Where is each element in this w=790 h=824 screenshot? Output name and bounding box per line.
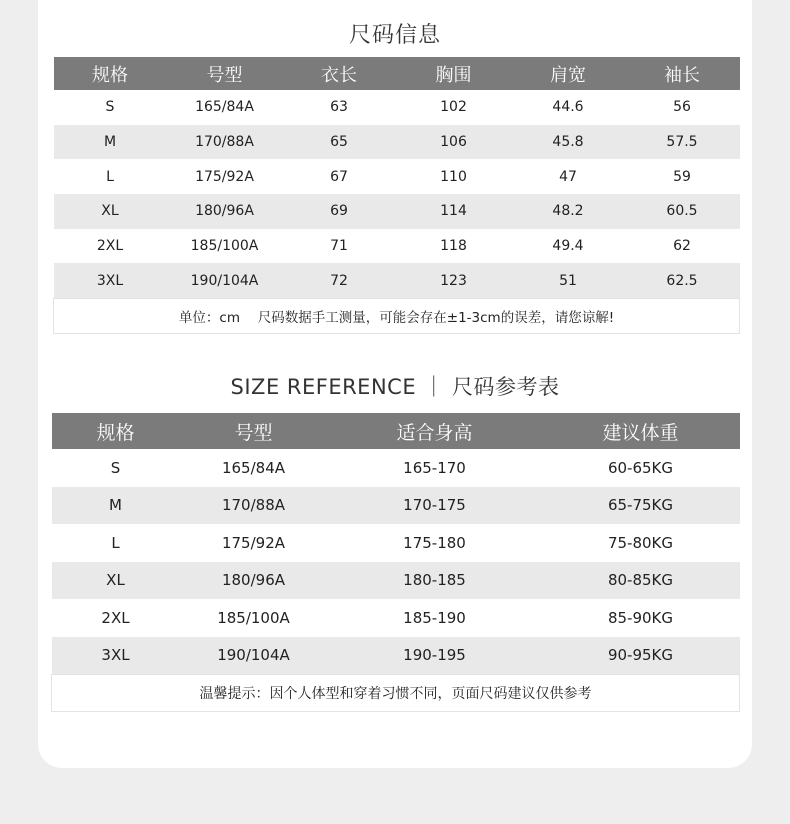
table-row: [54, 229, 740, 264]
table-cell: 44.6: [512, 90, 625, 125]
table-row: [52, 524, 740, 562]
table-cell: 49.4: [512, 229, 625, 264]
table-cell: 3XL: [54, 263, 167, 298]
size-reference-title: SIZE REFERENCE ｜ 尺码参考表: [230, 375, 560, 399]
table-cell: XL: [54, 194, 167, 229]
table-cell: 180/96A: [180, 562, 328, 600]
table-cell: L: [54, 159, 167, 194]
table-cell: 180-185: [328, 562, 542, 600]
table-cell: 51: [512, 263, 625, 298]
table-cell: M: [52, 487, 180, 525]
table-cell: 190-195: [328, 637, 542, 675]
header-height: 适合身高: [328, 413, 542, 449]
table-cell: 3XL: [52, 637, 180, 675]
table-cell: 110: [396, 159, 512, 194]
table-cell: 2XL: [52, 599, 180, 637]
size-info-title: 尺码信息: [348, 23, 441, 48]
header-model: 号型: [180, 413, 328, 449]
table-header-row: [52, 413, 740, 449]
table-cell: S: [54, 90, 167, 125]
table-cell: 175/92A: [167, 159, 283, 194]
header-spec: 规格: [52, 413, 180, 449]
table-cell: 65-75KG: [542, 487, 740, 525]
table-cell: 80-85KG: [542, 562, 740, 600]
table-cell: 75-80KG: [542, 524, 740, 562]
table-cell: 71: [283, 229, 396, 264]
header-shoulder: 肩宽: [512, 57, 625, 90]
table-cell: 62.5: [625, 263, 740, 298]
table-note-row: [54, 298, 740, 333]
table-cell: 190/104A: [167, 263, 283, 298]
table-cell: 170-175: [328, 487, 542, 525]
table-cell: XL: [52, 562, 180, 600]
table-cell: 67: [283, 159, 396, 194]
table-cell: 85-90KG: [542, 599, 740, 637]
table-cell: 72: [283, 263, 396, 298]
table-cell: 118: [396, 229, 512, 264]
table-cell: M: [54, 125, 167, 160]
size-reference-table: [51, 413, 740, 712]
table-row: [52, 487, 740, 525]
table-cell: 102: [396, 90, 512, 125]
table-cell: 185/100A: [180, 599, 328, 637]
table-cell: 48.2: [512, 194, 625, 229]
table-cell: 165/84A: [167, 90, 283, 125]
header-length: 衣长: [283, 57, 396, 90]
table-row: [54, 263, 740, 298]
table-row: [52, 599, 740, 637]
table-cell: 47: [512, 159, 625, 194]
header-spec: 规格: [54, 57, 167, 90]
table-row: [52, 637, 740, 675]
table-cell: 190/104A: [180, 637, 328, 675]
table-cell: 60-65KG: [542, 449, 740, 487]
table-cell: 57.5: [625, 125, 740, 160]
size-info-table: [53, 57, 740, 334]
table-cell: 65: [283, 125, 396, 160]
header-weight: 建议体重: [542, 413, 740, 449]
table-cell: 123: [396, 263, 512, 298]
table-cell: 62: [625, 229, 740, 264]
table-cell: 175/92A: [180, 524, 328, 562]
table-cell: 45.8: [512, 125, 625, 160]
fit-tip-note: 温馨提示：因个人体型和穿着习惯不同，页面尺码建议仅供参考: [52, 674, 740, 711]
table-cell: 165-170: [328, 449, 542, 487]
table-note-row: [52, 674, 740, 711]
table-cell: S: [52, 449, 180, 487]
table-cell: 90-95KG: [542, 637, 740, 675]
table-cell: 175-180: [328, 524, 542, 562]
table-row: [52, 449, 740, 487]
table-cell: 60.5: [625, 194, 740, 229]
table-row: [54, 90, 740, 125]
table-cell: 56: [625, 90, 740, 125]
table-cell: 69: [283, 194, 396, 229]
header-sleeve: 袖长: [625, 57, 740, 90]
table-cell: 59: [625, 159, 740, 194]
table-row: [52, 562, 740, 600]
table-cell: 2XL: [54, 229, 167, 264]
table-cell: 185-190: [328, 599, 542, 637]
table-cell: 180/96A: [167, 194, 283, 229]
table-cell: 165/84A: [180, 449, 328, 487]
table-cell: L: [52, 524, 180, 562]
table-cell: 63: [283, 90, 396, 125]
measurement-note: 单位：cm 尺码数据手工测量，可能会存在±1-3cm的误差，请您谅解!: [54, 298, 740, 333]
table-header-row: [54, 57, 740, 90]
table-row: [54, 159, 740, 194]
table-row: [54, 125, 740, 160]
table-row: [54, 194, 740, 229]
table-cell: 106: [396, 125, 512, 160]
table-cell: 185/100A: [167, 229, 283, 264]
header-model: 号型: [167, 57, 283, 90]
table-cell: 114: [396, 194, 512, 229]
table-cell: 170/88A: [180, 487, 328, 525]
header-chest: 胸围: [396, 57, 512, 90]
table-cell: 170/88A: [167, 125, 283, 160]
